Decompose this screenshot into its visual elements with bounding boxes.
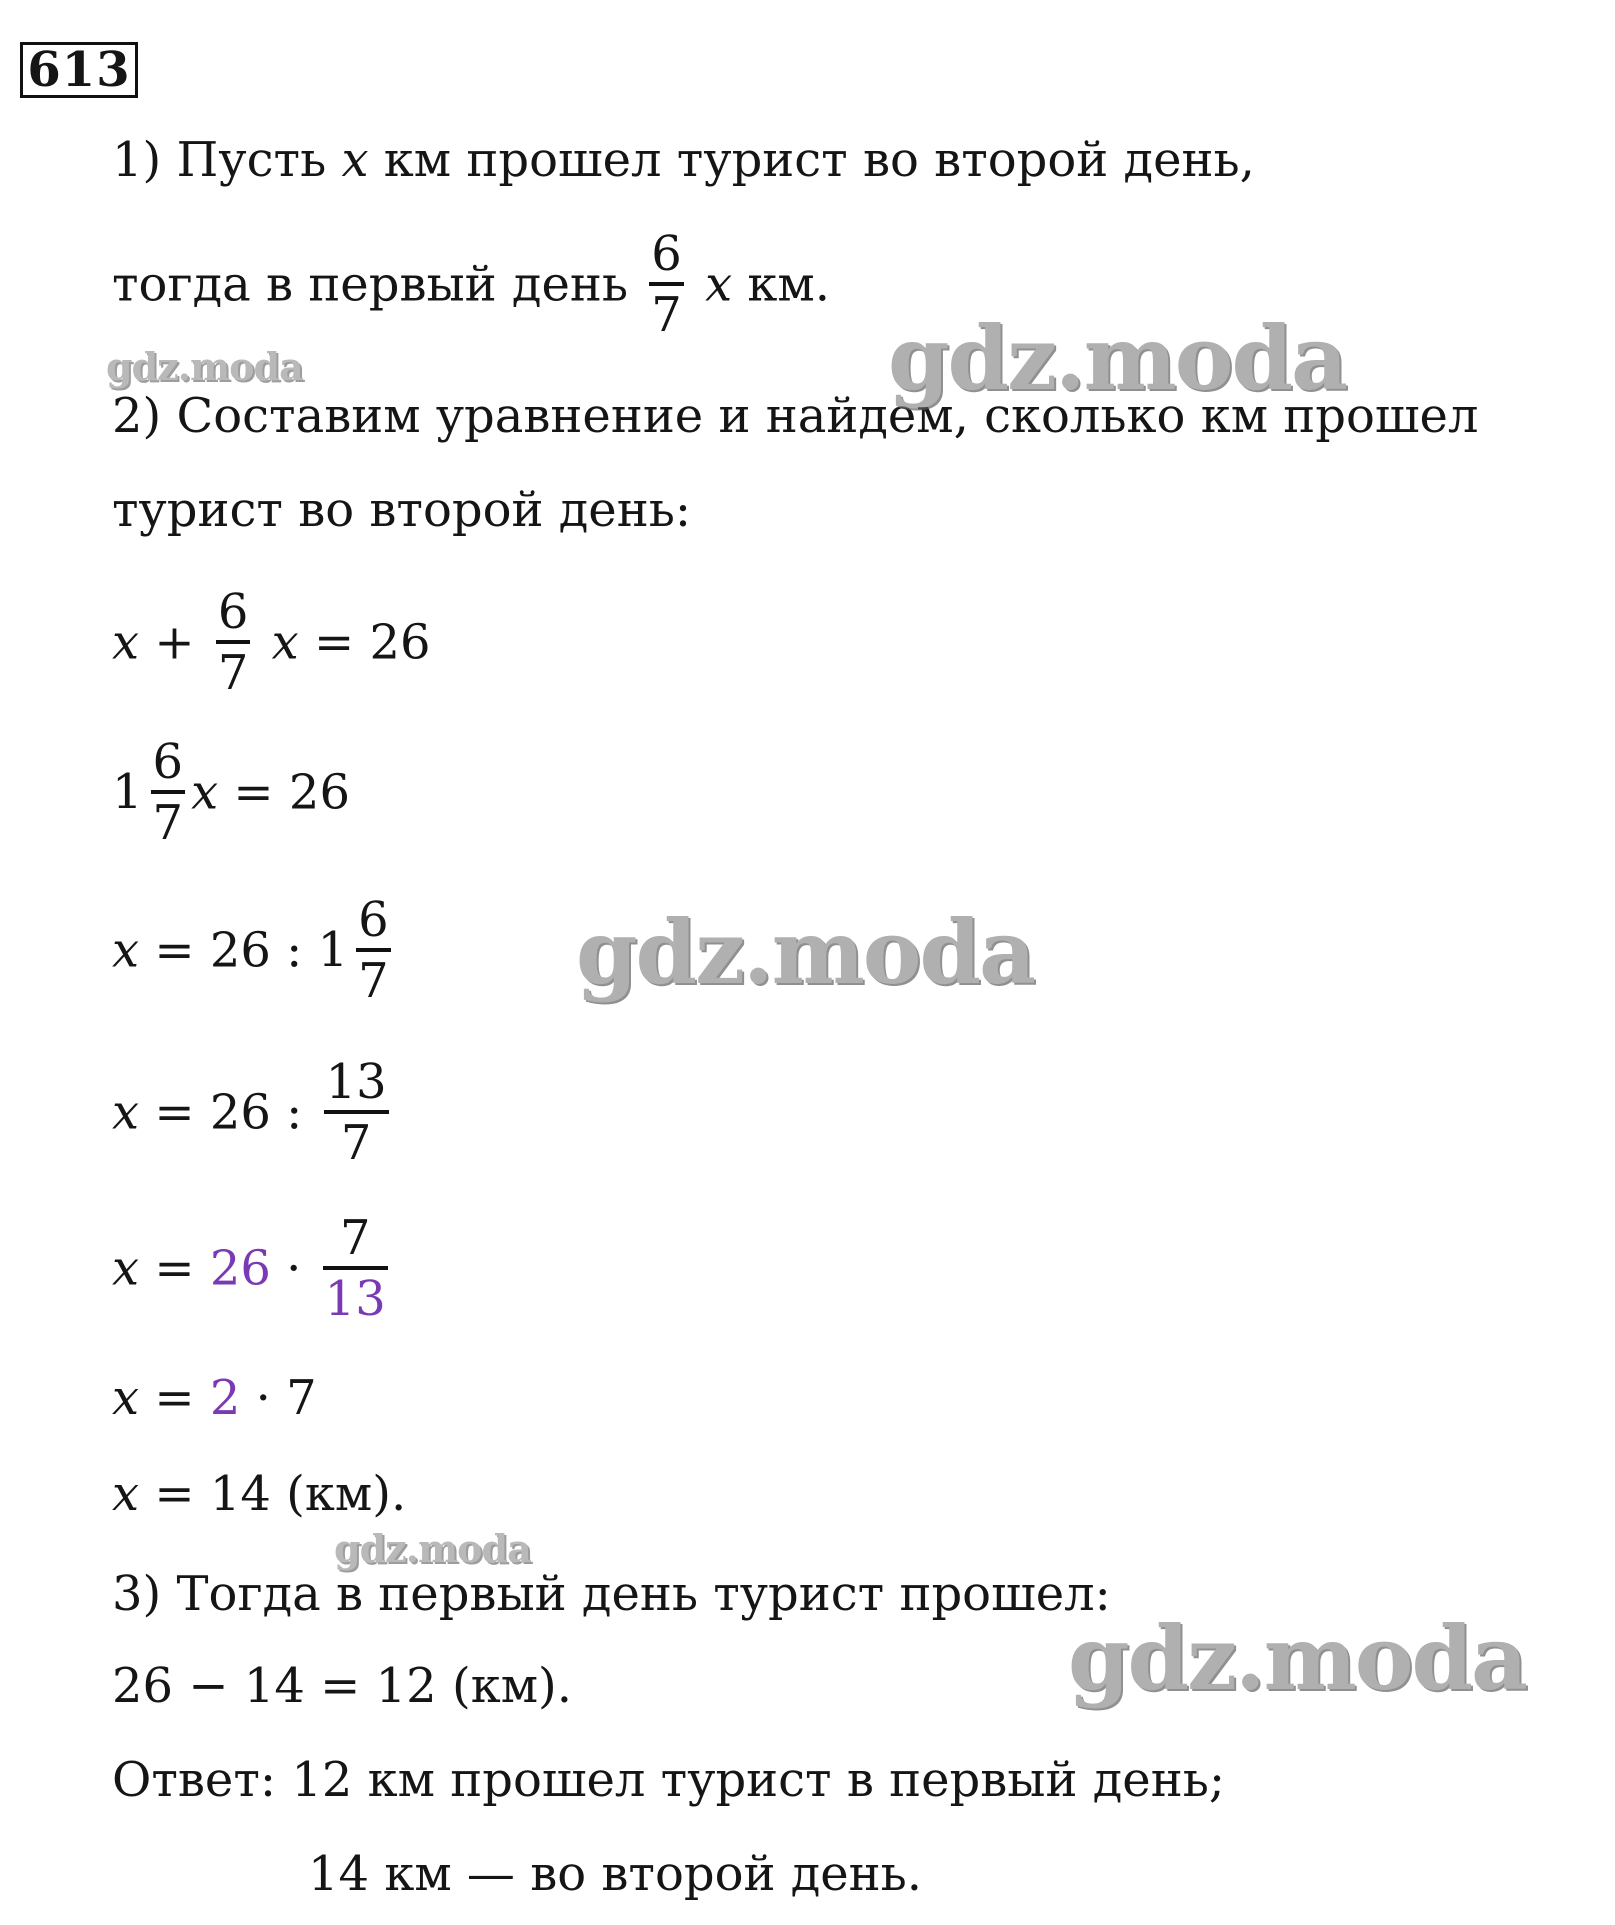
equation-step-7 bbox=[112, 1466, 407, 1522]
equation-step-5-bar bbox=[323, 1266, 388, 1270]
watermark-small-top: gdz.moda bbox=[106, 344, 303, 389]
equation-step-3-fraction bbox=[356, 892, 391, 1010]
equation-step-5-twenty-six: 26 bbox=[209, 1240, 271, 1297]
equation-step-5 bbox=[112, 1210, 394, 1328]
equation-step-3-bar bbox=[356, 948, 391, 952]
equation-intro-text: 2) Составим уравнение и найдем, сколько км прошел bbox=[112, 388, 1479, 444]
first-day-result-text: 3) Тогда в первый день турист прошел: bbox=[112, 1566, 1111, 1622]
problem-number-box bbox=[20, 42, 138, 98]
equation-step-2-bar bbox=[151, 790, 186, 794]
intro-variable: x bbox=[341, 132, 369, 188]
equation-step-6-rest: · 7 bbox=[240, 1370, 317, 1426]
first-day-suffix: км. bbox=[732, 256, 831, 313]
watermark-large-top: gdz.moda bbox=[888, 306, 1347, 410]
equation-step-1-rhs: = 26 bbox=[298, 614, 431, 671]
subtraction-line bbox=[112, 1658, 573, 1714]
equation-step-5-numerator: 7 bbox=[339, 1210, 371, 1266]
equation-step-5-equals: = bbox=[139, 1240, 210, 1297]
equation-step-3-integer: 1 bbox=[317, 922, 349, 979]
equation-step-1-numerator: 6 bbox=[217, 584, 249, 640]
equation-step-2-denominator: 7 bbox=[152, 795, 184, 852]
equation-step-4-bar bbox=[324, 1110, 389, 1114]
equation-step-6 bbox=[112, 1370, 317, 1426]
subtraction-text: 26 − 14 = 12 (км). bbox=[112, 1658, 573, 1714]
equation-step-6-two: 2 bbox=[209, 1370, 241, 1426]
watermark-small-bottom: gdz.moda bbox=[334, 1526, 531, 1571]
equation-step-3-denominator: 7 bbox=[358, 953, 389, 1010]
equation-step-4-denominator: 7 bbox=[340, 1115, 372, 1172]
equation-step-2-rhs: = 26 bbox=[218, 764, 350, 821]
equation-step-1-denominator: 7 bbox=[217, 645, 249, 702]
equation-step-1-var-1: x bbox=[112, 614, 140, 671]
first-day-fraction-numerator: 6 bbox=[651, 226, 682, 282]
equation-step-3 bbox=[112, 892, 397, 1010]
equation-step-3-variable: x bbox=[112, 922, 140, 979]
answer-text: Ответ: 12 км прошел турист в первый день; bbox=[112, 1752, 1225, 1808]
equation-step-2-variable: x bbox=[191, 764, 219, 821]
equation-step-1-plus: + bbox=[139, 614, 210, 671]
answer-line bbox=[112, 1752, 1225, 1808]
equation-step-1-fraction bbox=[216, 584, 251, 702]
problem-number: 613 bbox=[27, 42, 131, 98]
watermark-large-middle: gdz.moda bbox=[576, 900, 1035, 1004]
equation-step-4 bbox=[112, 1054, 395, 1172]
equation-step-1-bar bbox=[216, 640, 251, 644]
watermark-large-bottom: gdz.moda bbox=[1068, 1606, 1527, 1710]
equation-step-5-dot: · bbox=[270, 1240, 317, 1297]
equation-step-5-fraction bbox=[323, 1210, 388, 1328]
first-day-fraction bbox=[649, 226, 684, 344]
equation-step-5-variable: x bbox=[112, 1240, 140, 1297]
equation-intro-text-2: турист во второй день: bbox=[112, 482, 691, 538]
first-day-fraction-denominator: 7 bbox=[651, 287, 682, 344]
first-day-line bbox=[112, 226, 831, 344]
equation-step-4-variable: x bbox=[112, 1084, 140, 1141]
equation-step-4-fraction bbox=[324, 1054, 389, 1172]
equation-step-3-middle: = 26 : bbox=[139, 922, 318, 979]
equation-step-7-variable: x bbox=[112, 1466, 140, 1522]
first-day-variable: x bbox=[705, 256, 733, 313]
equation-step-2-fraction bbox=[151, 734, 186, 852]
equation-step-1-var-2: x bbox=[271, 614, 299, 671]
first-day-prefix: тогда в первый день bbox=[112, 256, 644, 313]
equation-step-5-denominator: 13 bbox=[324, 1271, 386, 1328]
equation-step-3-numerator: 6 bbox=[358, 892, 389, 948]
first-day-result-line bbox=[112, 1566, 1111, 1622]
equation-step-2 bbox=[112, 734, 350, 852]
intro-line bbox=[112, 132, 1255, 188]
intro-suffix: км прошел турист во второй день, bbox=[368, 132, 1255, 188]
equation-step-7-rest: = 14 (км). bbox=[139, 1466, 407, 1522]
intro-prefix: 1) Пусть bbox=[112, 132, 342, 188]
equation-step-6-variable: x bbox=[112, 1370, 140, 1426]
equation-step-6-equals: = bbox=[139, 1370, 210, 1426]
equation-intro-line-2 bbox=[112, 482, 691, 538]
answer-second-day-text: 14 км — во второй день. bbox=[308, 1846, 923, 1902]
answer-second-day-line bbox=[308, 1846, 923, 1902]
equation-step-2-numerator: 6 bbox=[152, 734, 184, 790]
equation-step-1 bbox=[112, 584, 431, 702]
equation-step-4-middle: = 26 : bbox=[139, 1084, 318, 1141]
first-day-fraction-bar bbox=[649, 282, 684, 286]
equation-step-2-integer: 1 bbox=[112, 764, 143, 821]
equation-step-4-numerator: 13 bbox=[325, 1054, 387, 1110]
equation-intro-line bbox=[112, 388, 1479, 444]
